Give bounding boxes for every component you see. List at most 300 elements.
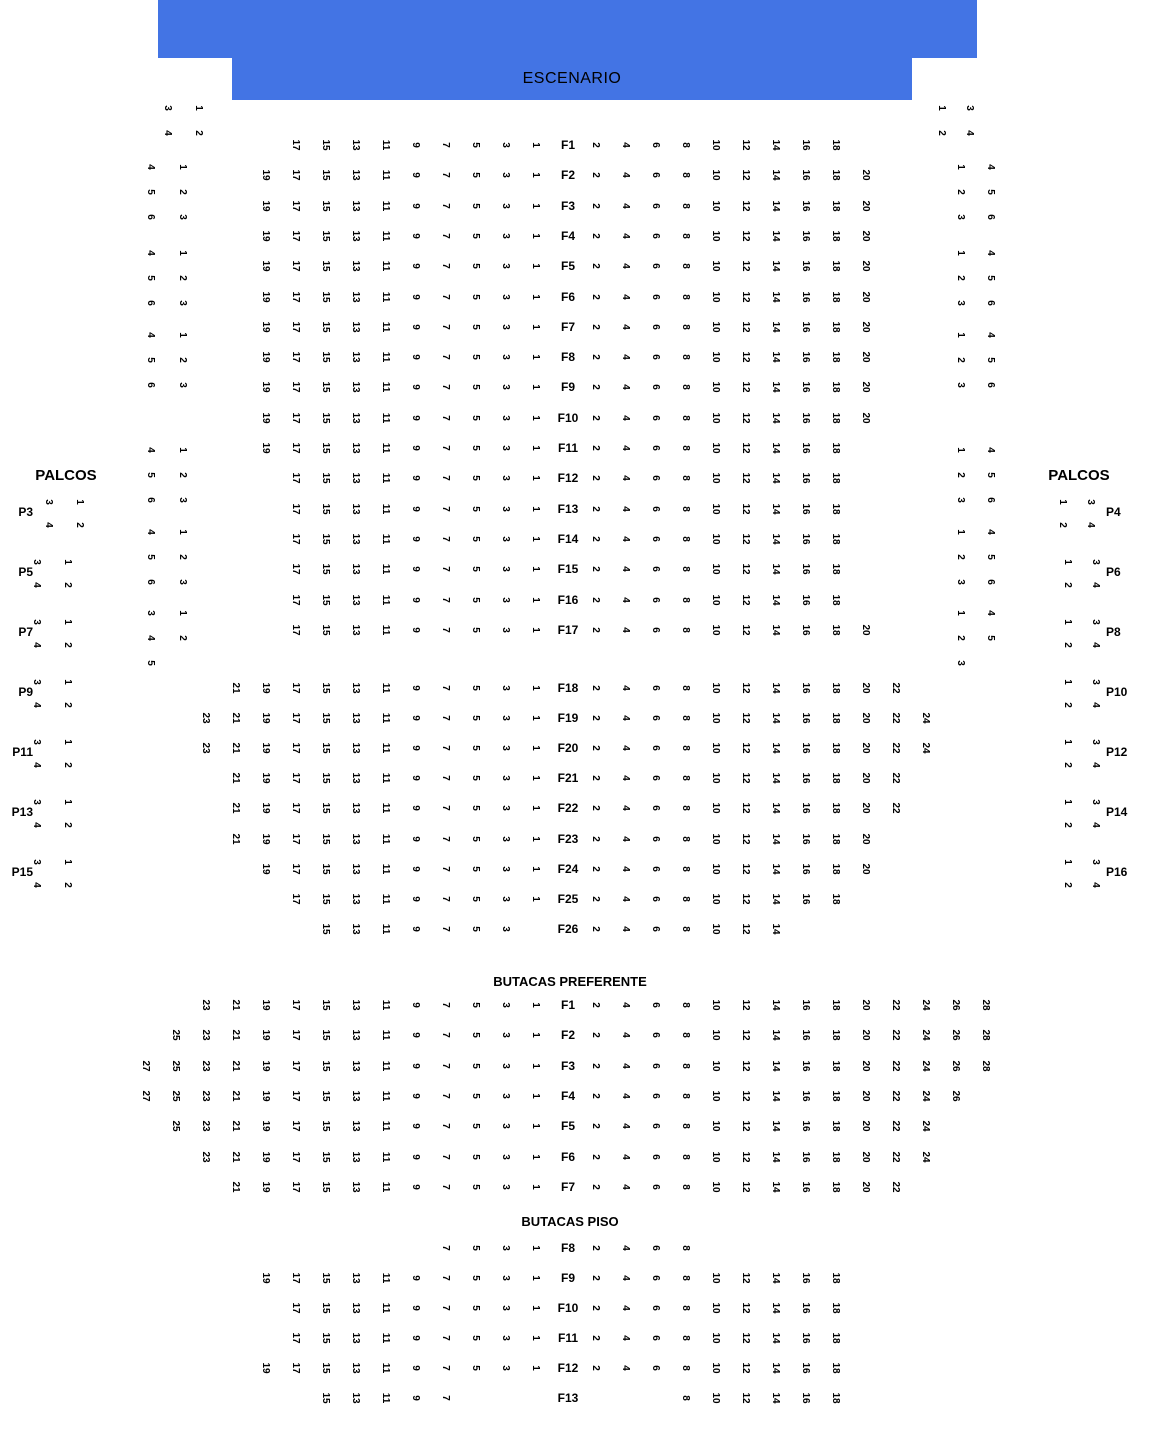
seat[interactable]: 6 xyxy=(650,445,661,451)
seat[interactable]: 7 xyxy=(440,805,451,812)
seat[interactable]: 15 xyxy=(320,1029,331,1041)
seat[interactable]: 10 xyxy=(710,1029,721,1041)
seat[interactable]: 11 xyxy=(380,170,391,181)
seat[interactable]: 6 xyxy=(985,300,996,306)
seat[interactable]: 4 xyxy=(145,164,156,170)
seat[interactable]: 14 xyxy=(770,200,781,212)
seat[interactable]: 9 xyxy=(410,475,421,482)
seat[interactable]: 18 xyxy=(830,290,841,303)
seat[interactable]: 7 xyxy=(440,566,451,572)
seat[interactable]: 2 xyxy=(1062,762,1073,768)
seat[interactable]: 13 xyxy=(350,381,361,393)
seat[interactable]: 13 xyxy=(350,200,361,212)
seat[interactable]: 21 xyxy=(230,772,241,784)
seat[interactable]: 16 xyxy=(800,1272,811,1284)
seat[interactable]: 15 xyxy=(320,1120,331,1132)
seat[interactable]: 21 xyxy=(230,832,241,845)
seat[interactable]: 5 xyxy=(470,172,481,179)
seat[interactable]: 13 xyxy=(350,999,361,1011)
seat[interactable]: 9 xyxy=(410,1275,421,1281)
seat[interactable]: 2 xyxy=(74,522,85,528)
seat[interactable]: 7 xyxy=(440,1062,451,1069)
seat[interactable]: 1 xyxy=(1062,859,1073,865)
seat[interactable]: 1 xyxy=(530,627,541,633)
seat[interactable]: 8 xyxy=(680,1062,691,1069)
seat[interactable]: 2 xyxy=(177,357,188,363)
seat[interactable]: 14 xyxy=(770,742,781,754)
seat[interactable]: 9 xyxy=(410,1305,421,1311)
seat[interactable]: 6 xyxy=(985,497,996,503)
seat[interactable]: 15 xyxy=(320,832,331,845)
seat[interactable]: 15 xyxy=(320,863,331,875)
seat[interactable]: 18 xyxy=(830,351,841,363)
seat[interactable]: 3 xyxy=(500,354,511,360)
seat[interactable]: 5 xyxy=(470,627,481,633)
seat[interactable]: 1 xyxy=(62,859,73,865)
seat[interactable]: 1 xyxy=(530,293,541,300)
seat[interactable]: 2 xyxy=(590,1093,601,1099)
seat[interactable]: 3 xyxy=(500,172,511,179)
seat[interactable]: 7 xyxy=(440,1032,451,1039)
seat[interactable]: 4 xyxy=(620,384,631,391)
seat[interactable]: 3 xyxy=(43,499,54,505)
seat[interactable]: 10 xyxy=(710,863,721,875)
seat[interactable]: 23 xyxy=(200,1150,211,1163)
seat[interactable]: 12 xyxy=(740,200,751,212)
seat[interactable]: 9 xyxy=(410,384,421,391)
seat[interactable]: 17 xyxy=(290,472,301,484)
seat[interactable]: 24 xyxy=(920,1060,931,1072)
seat[interactable]: 3 xyxy=(500,1002,511,1008)
seat[interactable]: 14 xyxy=(770,230,781,242)
seat[interactable]: 11 xyxy=(380,230,391,242)
seat[interactable]: 11 xyxy=(380,803,391,814)
seat[interactable]: 6 xyxy=(650,202,661,209)
seat[interactable]: 13 xyxy=(350,593,361,606)
seat[interactable]: 14 xyxy=(770,1150,781,1163)
seat[interactable]: 7 xyxy=(440,1275,451,1281)
seat[interactable]: 12 xyxy=(740,1302,751,1314)
seat[interactable]: 8 xyxy=(680,1395,691,1401)
seat[interactable]: 12 xyxy=(740,472,751,484)
seat[interactable]: 3 xyxy=(31,739,42,745)
seat[interactable]: 2 xyxy=(590,1365,601,1371)
seat[interactable]: 14 xyxy=(770,712,781,724)
seat[interactable]: 15 xyxy=(320,1181,331,1193)
seat[interactable]: 19 xyxy=(260,682,271,694)
seat[interactable]: 27 xyxy=(140,1060,151,1072)
seat[interactable]: 11 xyxy=(380,1151,391,1162)
seat[interactable]: 5 xyxy=(470,1002,481,1008)
seat[interactable]: 2 xyxy=(590,1002,601,1008)
seat[interactable]: 5 xyxy=(985,275,996,281)
seat[interactable]: 16 xyxy=(800,200,811,212)
seat[interactable]: 4 xyxy=(985,529,996,535)
seat[interactable]: 18 xyxy=(830,712,841,724)
seat[interactable]: 7 xyxy=(440,1153,451,1160)
seat[interactable]: 18 xyxy=(830,893,841,905)
seat[interactable]: 7 xyxy=(440,685,451,691)
seat[interactable]: 22 xyxy=(890,1060,901,1072)
seat[interactable]: 18 xyxy=(830,1181,841,1193)
seat[interactable]: 2 xyxy=(177,275,188,281)
seat[interactable]: 11 xyxy=(380,1120,391,1132)
seat[interactable]: 6 xyxy=(650,1123,661,1129)
seat[interactable]: 11 xyxy=(380,742,391,754)
seat[interactable]: 13 xyxy=(350,351,361,363)
seat[interactable]: 5 xyxy=(470,566,481,572)
seat[interactable]: 2 xyxy=(1062,702,1073,708)
seat[interactable]: 2 xyxy=(955,635,966,641)
seat[interactable]: 19 xyxy=(260,260,271,272)
seat[interactable]: 5 xyxy=(470,354,481,360)
seat[interactable]: 19 xyxy=(260,381,271,393)
seat[interactable]: 4 xyxy=(31,582,42,588)
seat[interactable]: 14 xyxy=(770,1060,781,1072)
seat[interactable]: 19 xyxy=(260,1181,271,1193)
seat[interactable]: 1 xyxy=(62,619,73,625)
seat[interactable]: 15 xyxy=(320,442,331,454)
seat[interactable]: 22 xyxy=(890,1120,901,1132)
seat[interactable]: 6 xyxy=(650,926,661,932)
seat[interactable]: 3 xyxy=(500,505,511,512)
seat[interactable]: 8 xyxy=(680,172,691,179)
seat[interactable]: 2 xyxy=(62,762,73,768)
seat[interactable]: 10 xyxy=(710,712,721,724)
seat[interactable]: 1 xyxy=(530,865,541,872)
seat[interactable]: 1 xyxy=(530,414,541,421)
seat[interactable]: 17 xyxy=(290,503,301,515)
seat[interactable]: 17 xyxy=(290,999,301,1011)
seat[interactable]: 9 xyxy=(410,172,421,179)
seat[interactable]: 12 xyxy=(740,742,751,754)
seat[interactable]: 16 xyxy=(800,230,811,242)
seat[interactable]: 17 xyxy=(290,1332,301,1344)
seat[interactable]: 5 xyxy=(985,472,996,478)
seat[interactable]: 10 xyxy=(710,533,721,545)
seat[interactable]: 10 xyxy=(710,260,721,272)
seat[interactable]: 2 xyxy=(590,233,601,239)
seat[interactable]: 19 xyxy=(260,772,271,784)
seat[interactable]: 1 xyxy=(1062,679,1073,685)
seat[interactable]: 23 xyxy=(200,742,211,754)
seat[interactable]: 5 xyxy=(145,357,156,363)
seat[interactable]: 11 xyxy=(380,1362,391,1374)
seat[interactable]: 17 xyxy=(290,1362,301,1374)
seat[interactable]: 18 xyxy=(830,472,841,484)
seat[interactable]: 18 xyxy=(830,381,841,393)
seat[interactable]: 3 xyxy=(500,1335,511,1341)
seat[interactable]: 1 xyxy=(530,835,541,842)
seat[interactable]: 2 xyxy=(590,1062,601,1069)
seat[interactable]: 3 xyxy=(145,610,156,616)
seat[interactable]: 2 xyxy=(955,472,966,478)
seat[interactable]: 7 xyxy=(440,445,451,451)
seat[interactable]: 2 xyxy=(955,189,966,195)
seat[interactable]: 12 xyxy=(740,381,751,393)
seat[interactable]: 7 xyxy=(440,745,451,751)
seat[interactable]: 17 xyxy=(290,200,301,212)
seat[interactable]: 4 xyxy=(31,642,42,648)
seat[interactable]: 12 xyxy=(740,1362,751,1374)
seat[interactable]: 12 xyxy=(740,139,751,151)
seat[interactable]: 22 xyxy=(890,1029,901,1041)
seat[interactable]: 2 xyxy=(1062,882,1073,888)
seat[interactable]: 14 xyxy=(770,139,781,151)
seat[interactable]: 10 xyxy=(710,1332,721,1344)
seat[interactable]: 18 xyxy=(830,1272,841,1284)
seat[interactable]: 14 xyxy=(770,442,781,454)
seat[interactable]: 17 xyxy=(290,1060,301,1072)
seat[interactable]: 2 xyxy=(177,189,188,195)
seat[interactable]: 3 xyxy=(500,1275,511,1281)
seat[interactable]: 1 xyxy=(530,475,541,482)
seat[interactable]: 5 xyxy=(470,685,481,691)
seat[interactable]: 2 xyxy=(1062,822,1073,828)
seat[interactable]: 18 xyxy=(830,863,841,875)
seat[interactable]: 18 xyxy=(830,260,841,272)
seat[interactable]: 13 xyxy=(350,230,361,242)
seat[interactable]: 8 xyxy=(680,414,691,421)
seat[interactable]: 11 xyxy=(380,1332,391,1344)
seat[interactable]: 12 xyxy=(740,893,751,905)
seat[interactable]: 9 xyxy=(410,202,421,209)
seat[interactable]: 5 xyxy=(985,554,996,560)
seat[interactable]: 9 xyxy=(410,324,421,330)
seat[interactable]: 15 xyxy=(320,563,331,575)
seat[interactable]: 20 xyxy=(860,1090,871,1102)
seat[interactable]: 5 xyxy=(470,1062,481,1069)
seat[interactable]: 12 xyxy=(740,1181,751,1193)
seat[interactable]: 11 xyxy=(380,1060,391,1071)
seat[interactable]: 19 xyxy=(260,1060,271,1072)
seat[interactable]: 7 xyxy=(440,263,451,269)
seat[interactable]: 9 xyxy=(410,233,421,239)
seat[interactable]: 9 xyxy=(410,1093,421,1099)
seat[interactable]: 18 xyxy=(830,442,841,454)
seat[interactable]: 3 xyxy=(500,835,511,842)
seat[interactable]: 7 xyxy=(440,354,451,360)
seat[interactable]: 10 xyxy=(710,1181,721,1193)
seat[interactable]: 5 xyxy=(470,445,481,451)
seat[interactable]: 1 xyxy=(62,799,73,805)
seat[interactable]: 7 xyxy=(440,627,451,633)
seat[interactable]: 8 xyxy=(680,536,691,542)
seat[interactable]: 20 xyxy=(860,832,871,845)
seat[interactable]: 14 xyxy=(770,999,781,1011)
seat[interactable]: 16 xyxy=(800,321,811,333)
seat[interactable]: 11 xyxy=(380,863,391,874)
seat[interactable]: 6 xyxy=(650,566,661,572)
seat[interactable]: 8 xyxy=(680,263,691,269)
seat[interactable]: 4 xyxy=(620,536,631,542)
seat[interactable]: 15 xyxy=(320,1090,331,1102)
seat[interactable]: 10 xyxy=(710,563,721,575)
seat[interactable]: 14 xyxy=(770,1120,781,1132)
seat[interactable]: 13 xyxy=(350,321,361,333)
seat[interactable]: 16 xyxy=(800,260,811,272)
seat[interactable]: 19 xyxy=(260,1362,271,1374)
seat[interactable]: 10 xyxy=(710,472,721,484)
seat[interactable]: 18 xyxy=(830,1362,841,1374)
seat[interactable]: 8 xyxy=(680,1093,691,1099)
seat[interactable]: 8 xyxy=(680,715,691,721)
seat[interactable]: 12 xyxy=(740,1090,751,1102)
seat[interactable]: 8 xyxy=(680,505,691,512)
seat[interactable]: 7 xyxy=(440,835,451,842)
seat[interactable]: 1 xyxy=(1062,739,1073,745)
seat[interactable]: 5 xyxy=(470,775,481,782)
seat[interactable]: 3 xyxy=(1090,739,1101,745)
seat[interactable]: 10 xyxy=(710,200,721,212)
seat[interactable]: 17 xyxy=(290,381,301,393)
seat[interactable]: 11 xyxy=(380,1030,391,1041)
seat[interactable]: 10 xyxy=(710,503,721,515)
seat[interactable]: 14 xyxy=(770,772,781,784)
seat[interactable]: 1 xyxy=(530,715,541,721)
seat[interactable]: 14 xyxy=(770,563,781,575)
seat[interactable]: 15 xyxy=(320,533,331,545)
seat[interactable]: 9 xyxy=(410,1365,421,1371)
seat[interactable]: 13 xyxy=(350,139,361,151)
seat[interactable]: 8 xyxy=(680,142,691,148)
seat[interactable]: 2 xyxy=(590,865,601,872)
seat[interactable]: 17 xyxy=(290,260,301,272)
seat[interactable]: 4 xyxy=(985,250,996,256)
seat[interactable]: 16 xyxy=(800,999,811,1011)
seat[interactable]: 9 xyxy=(410,414,421,421)
seat[interactable]: 4 xyxy=(620,1062,631,1069)
seat[interactable]: 8 xyxy=(680,1245,691,1251)
seat[interactable]: 14 xyxy=(770,1362,781,1374)
seat[interactable]: 1 xyxy=(177,610,188,616)
seat[interactable]: 20 xyxy=(860,999,871,1011)
seat[interactable]: 15 xyxy=(320,712,331,724)
seat[interactable]: 19 xyxy=(260,1150,271,1163)
seat[interactable]: 3 xyxy=(500,1093,511,1099)
seat[interactable]: 14 xyxy=(770,260,781,272)
seat[interactable]: 22 xyxy=(890,1181,901,1193)
seat[interactable]: 17 xyxy=(290,563,301,575)
seat[interactable]: 18 xyxy=(830,503,841,515)
seat[interactable]: 5 xyxy=(470,926,481,932)
seat[interactable]: 18 xyxy=(830,772,841,784)
seat[interactable]: 7 xyxy=(440,1305,451,1311)
seat[interactable]: 1 xyxy=(1062,559,1073,565)
seat[interactable]: 19 xyxy=(260,832,271,845)
seat[interactable]: 1 xyxy=(177,447,188,453)
seat[interactable]: 9 xyxy=(410,775,421,782)
seat[interactable]: 4 xyxy=(620,627,631,633)
seat[interactable]: 4 xyxy=(145,635,156,641)
seat[interactable]: 14 xyxy=(770,472,781,484)
seat[interactable]: 1 xyxy=(955,250,966,256)
seat[interactable]: 1 xyxy=(955,610,966,616)
seat[interactable]: 3 xyxy=(500,566,511,572)
seat[interactable]: 3 xyxy=(500,1365,511,1371)
seat[interactable]: 10 xyxy=(710,742,721,754)
seat[interactable]: 15 xyxy=(320,1392,331,1404)
seat[interactable]: 13 xyxy=(350,1029,361,1041)
seat[interactable]: 4 xyxy=(1090,762,1101,768)
seat[interactable]: 11 xyxy=(380,594,391,605)
seat[interactable]: 17 xyxy=(290,1302,301,1314)
seat[interactable]: 1 xyxy=(530,805,541,812)
seat[interactable]: 1 xyxy=(74,499,85,505)
seat[interactable]: 15 xyxy=(320,593,331,606)
seat[interactable]: 23 xyxy=(200,1029,211,1041)
seat[interactable]: 11 xyxy=(380,503,391,514)
seat[interactable]: 1 xyxy=(530,895,541,902)
seat[interactable]: 13 xyxy=(350,563,361,575)
seat[interactable]: 5 xyxy=(145,472,156,478)
seat[interactable]: 8 xyxy=(680,1335,691,1341)
seat[interactable]: 1 xyxy=(1062,799,1073,805)
seat[interactable]: 13 xyxy=(350,1302,361,1314)
seat[interactable]: 16 xyxy=(800,1302,811,1314)
seat[interactable]: 2 xyxy=(62,882,73,888)
seat[interactable]: 8 xyxy=(680,596,691,603)
seat[interactable]: 11 xyxy=(380,624,391,636)
seat[interactable]: 3 xyxy=(500,1245,511,1251)
seat[interactable]: 10 xyxy=(710,999,721,1011)
seat[interactable]: 2 xyxy=(1057,522,1068,528)
seat[interactable]: 1 xyxy=(530,1093,541,1099)
seat[interactable]: 7 xyxy=(440,865,451,872)
seat[interactable]: 5 xyxy=(470,324,481,330)
seat[interactable]: 26 xyxy=(950,1090,961,1102)
seat[interactable]: 10 xyxy=(710,1302,721,1314)
seat[interactable]: 11 xyxy=(380,923,391,935)
seat[interactable]: 16 xyxy=(800,832,811,845)
seat[interactable]: 5 xyxy=(985,189,996,195)
seat[interactable]: 8 xyxy=(680,627,691,633)
seat[interactable]: 20 xyxy=(860,1060,871,1072)
seat[interactable]: 21 xyxy=(230,1060,241,1072)
seat[interactable]: 26 xyxy=(950,1029,961,1041)
seat[interactable]: 7 xyxy=(440,1365,451,1371)
seat[interactable]: 6 xyxy=(650,324,661,330)
seat[interactable]: 5 xyxy=(470,715,481,721)
seat[interactable]: 6 xyxy=(650,685,661,691)
seat[interactable]: 3 xyxy=(955,214,966,220)
seat[interactable]: 16 xyxy=(800,442,811,454)
seat[interactable]: 8 xyxy=(680,1002,691,1008)
seat[interactable]: 1 xyxy=(530,1305,541,1311)
seat[interactable]: 8 xyxy=(680,1184,691,1190)
seat[interactable]: 21 xyxy=(230,712,241,724)
seat[interactable]: 13 xyxy=(350,1362,361,1374)
seat[interactable]: 1 xyxy=(62,679,73,685)
seat[interactable]: 3 xyxy=(500,1184,511,1190)
seat[interactable]: 4 xyxy=(620,172,631,179)
seat[interactable]: 3 xyxy=(31,619,42,625)
seat[interactable]: 6 xyxy=(145,579,156,585)
seat[interactable]: 15 xyxy=(320,503,331,515)
seat[interactable]: 12 xyxy=(740,593,751,606)
seat[interactable]: 20 xyxy=(860,682,871,694)
seat[interactable]: 2 xyxy=(590,566,601,572)
seat[interactable]: 7 xyxy=(440,475,451,482)
seat[interactable]: 11 xyxy=(380,321,391,333)
seat[interactable]: 14 xyxy=(770,1029,781,1041)
seat[interactable]: 16 xyxy=(800,802,811,814)
seat[interactable]: 16 xyxy=(800,742,811,754)
seat[interactable]: 18 xyxy=(830,1332,841,1344)
seat[interactable]: 14 xyxy=(770,863,781,875)
seat[interactable]: 18 xyxy=(830,533,841,545)
seat[interactable]: 9 xyxy=(410,685,421,691)
